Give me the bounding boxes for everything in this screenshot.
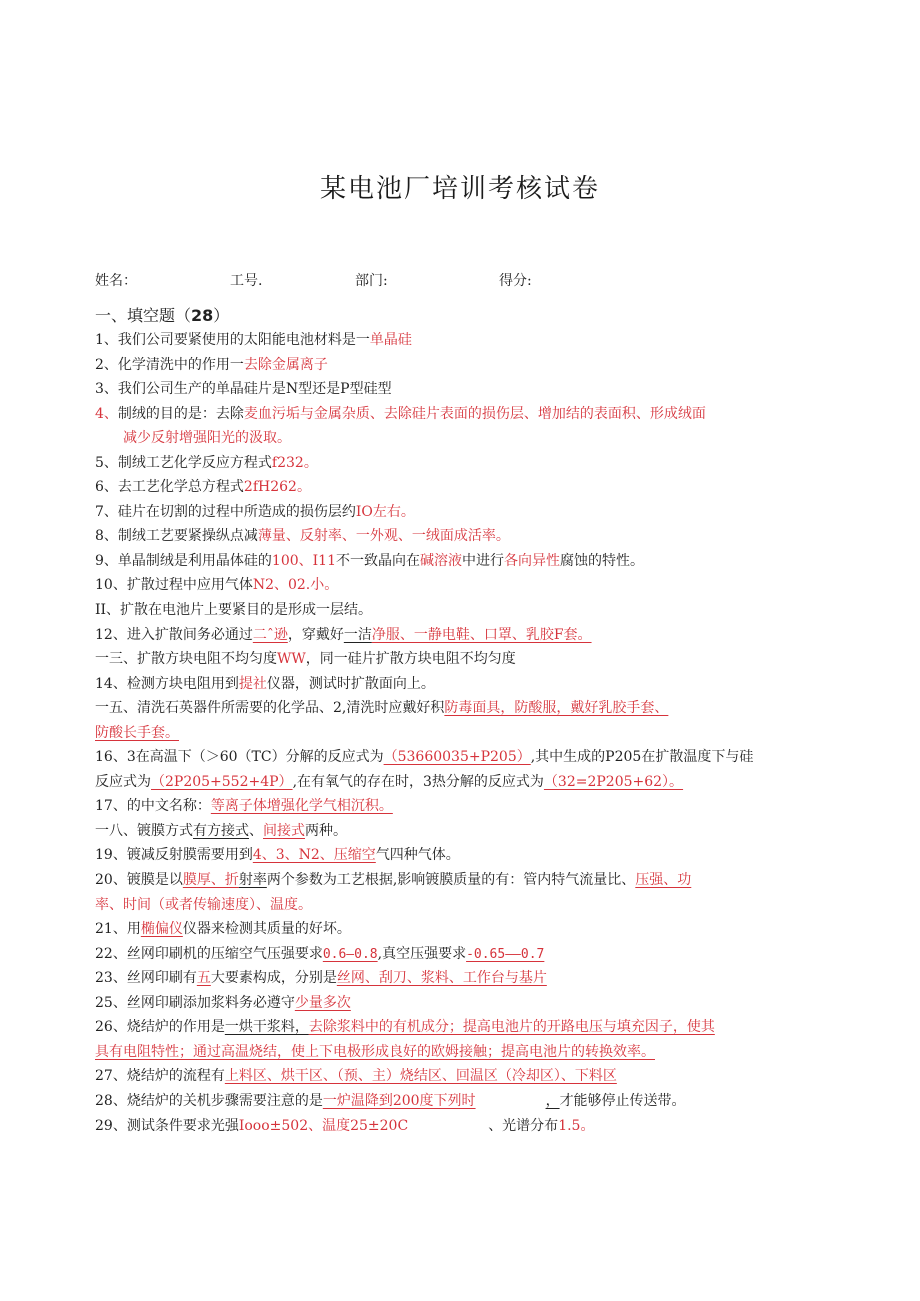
section-heading: 一、填空题（28）: [95, 306, 230, 325]
id-label: 工号.: [230, 273, 263, 289]
question-8: 8、制绒工艺要紧操纵点减薄量、反射率、一外观、一绒面成活率。: [95, 528, 510, 545]
question-7: 7、硅片在切割的过程中所造成的损伤层约IO左右。: [95, 503, 415, 520]
question-1: 1、我们公司要紧使用的太阳能电池材料是一单晶硅: [95, 332, 412, 348]
question-6: 6、去工艺化学总方程式2fH262。: [95, 479, 311, 496]
score-label: 得分:: [499, 273, 532, 289]
answer: IO左右。: [355, 503, 415, 520]
info-row: [95, 270, 855, 290]
question-17: 17、的中文名称：等离子体增强化学气相沉积。: [95, 798, 393, 815]
question-26-cont: 具有电阻特性；通过高温烧结，使上下电极形成良好的欧姆接触；提高电池片的转换效率。: [95, 1043, 655, 1060]
question-21: 21、用椭偏仪仪器来检测其质量的好坏。: [95, 921, 351, 938]
question-13: 一三、扩散方块电阻不均匀度WW，同一硅片扩散方块电阻不均匀度: [95, 651, 516, 668]
question-20-cont: 率、时间（或者传输速度）、温度。: [95, 896, 312, 913]
question-23: 23、丝网印刷有五大要素构成，分别是丝网、刮刀、浆料、工作台与基片: [95, 970, 547, 987]
question-19: 19、镀减反射膜需要用到4、3、N2、压缩空气四种气体。: [95, 847, 460, 864]
question-2: 2、化学清洗中的作用一去除金属离子: [95, 356, 328, 373]
question-20: 20、镀膜是以膜厚、折射率两个参数为工艺根据,影响镀膜质量的有：管内特气流量比、压强、功: [95, 872, 692, 889]
question-22: 22、丝网印刷机的压缩空气压强要求0.6—0.8,真空压强要求-0.65——0.7: [95, 945, 545, 962]
question-16-cont: 反应式为（2P205+552+4P）,在有氧气的存在时，3热分解的反应式为（32=2P205+62）。: [95, 773, 684, 790]
answer: 减少反射增强阳光的汲取。: [123, 430, 291, 447]
answer: 去除金属离子: [243, 356, 328, 373]
question-4-cont: [95, 426, 795, 451]
question-4: 4、制绒的目的是：去除麦血污垢与金属杂质、去除硅片表面的损伤层、增加结的表面积、形成绒面: [95, 405, 706, 422]
question-29: 29、测试条件要求光强Iooo±502、温度25±20C 、光谱分布1.5。: [95, 1117, 595, 1134]
answer: 单晶硅: [369, 332, 412, 348]
question-9: 9、单晶制绒是利用晶体硅的100、I11不一致晶向在碱溶液中进行各向异性腐蚀的特性。: [95, 552, 644, 569]
answer: 麦血污垢与金属杂质、去除硅片表面的损伤层、增加结的表面积、形成绒面: [243, 405, 706, 422]
question-26: 26、烧结炉的作用是一烘干浆料，去除浆料中的有机成分；提高电池片的开路电压与填充因子，使其: [95, 1019, 715, 1036]
question-15-cont: 防酸长手套。: [95, 724, 179, 741]
question-10: 10、扩散过程中应用气体N2、02.小。: [95, 577, 339, 594]
answer: 薄量、反射率、一外观、一绒面成活率。: [257, 528, 510, 545]
answer: N2、02.小。: [252, 577, 339, 594]
question-27: 27、烧结炉的流程有上料区、烘干区、（预、主）烧结区、回温区（冷却区）、下料区: [95, 1068, 617, 1085]
answer: f232。: [271, 454, 318, 471]
dept-label: 部门:: [355, 273, 388, 289]
question-14: 14、检测方块电阻用到提社仪器，测试时扩散面向上。: [95, 675, 435, 692]
page-title: 某电池厂培训考核试卷: [319, 174, 600, 204]
name-label: 姓名：: [95, 273, 137, 289]
answer: 2fH262。: [243, 479, 311, 496]
question-25: 25、丝网印刷添加浆料务必遵守少量多次: [95, 994, 351, 1011]
question-list: [95, 328, 795, 1138]
question-16: 16、3在高温下（＞60（TC）分解的反应式为（53660035+P205）,其中生成的P205在扩散温度下与硅: [95, 749, 754, 766]
question-12: 12、进入扩散间务必通过二ˆ逊，穿戴好一洁净服、一静电鞋、口罩、乳胶F套。: [95, 626, 592, 643]
question-18: 一八、镀膜方式有方接式、间接式两种。: [95, 822, 347, 839]
question-11: II、扩散在电池片上要紧目的是形成一层结。: [95, 602, 373, 619]
question-3: 3、我们公司生产的单晶硅片是N型还是P型硅型: [95, 381, 392, 398]
question-5: 5、制绒工艺化学反应方程式f232。: [95, 454, 318, 471]
question-15: 一五、清洗石英器件所需要的化学品、2,清洗时应戴好积防毒面具，防酸服，戴好乳胶手套、: [95, 700, 669, 717]
question-28: 28、烧结炉的关机步骤需要注意的是一炉温降到200度下列时 ，才能够停止传送带。: [95, 1092, 686, 1109]
